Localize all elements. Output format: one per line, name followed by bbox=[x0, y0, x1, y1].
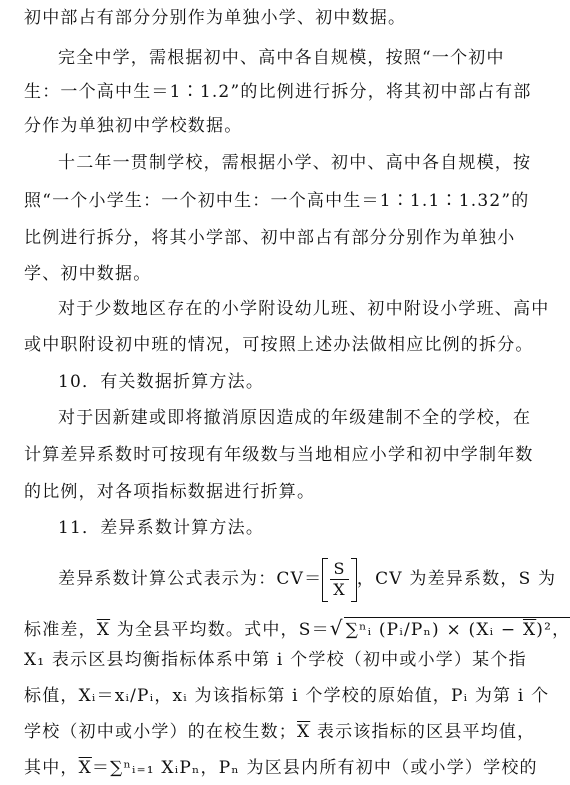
formula-intro: 差异系数计算公式表示为：CV＝ bbox=[58, 569, 323, 589]
formula-line bbox=[24, 552, 557, 606]
paragraph-line: 对于少数地区存在的小学附设幼儿班、初中附设小学班、高中 bbox=[58, 299, 550, 319]
cv-fraction bbox=[330, 559, 349, 600]
paragraph-line: 的比例，对各项指标数据进行折算。 bbox=[24, 482, 316, 502]
mean-formula: ＝∑ⁿᵢ₌₁ XᵢPₙ，Pₙ 为区县内所有初中（或小学）学校的 bbox=[91, 758, 538, 778]
formula-explain: ，CV 为差异系数，S 为 bbox=[356, 569, 557, 589]
paragraph-line: 十二年一贯制学校，需根据小学、初中、高中各自规模，按 bbox=[58, 153, 532, 173]
abs-bar-left bbox=[322, 558, 328, 602]
paragraph-line bbox=[24, 720, 536, 744]
section-heading: 11．差异系数计算方法。 bbox=[58, 518, 265, 538]
fraction-numerator: S bbox=[330, 559, 349, 580]
std-dev-formula: ∑ⁿᵢ (Pᵢ/Pₙ) × (Xᵢ − bbox=[345, 620, 517, 640]
xbar-symbol: $\overline{X}$ bbox=[78, 758, 92, 778]
paragraph-line: 完全中学，需根据初中、高中各自规模，按照“一个初中 bbox=[58, 48, 505, 68]
std-dev-line bbox=[24, 616, 570, 642]
sqrt-sign: √ bbox=[329, 616, 344, 640]
paragraph-line: 计算差异系数时可按现有年级数与当地相应小学和初中学制年数 bbox=[24, 445, 534, 465]
paragraph-line: X₁ 表示区县均衡指标体系中第 i 个学校（初中或小学）某个指 bbox=[24, 650, 527, 670]
paragraph-line: 或中职附设初中班的情况，可按照上述办法做相应比例的拆分。 bbox=[24, 335, 534, 355]
paragraph-line: 生：一个高中生＝1∶1.2”的比例进行拆分，将其初中部占有部 bbox=[24, 82, 532, 102]
text-segment: 表示该指标的区县平均值， bbox=[310, 722, 536, 742]
text-segment: 其中， bbox=[24, 758, 79, 778]
section-heading: 10．有关数据折算方法。 bbox=[58, 372, 265, 392]
fraction-denominator: X bbox=[333, 580, 346, 599]
xbar-symbol: $\overline{X}$ bbox=[297, 722, 311, 742]
std-dev-tail: )²， bbox=[536, 620, 570, 640]
paragraph-line: 学、初中数据。 bbox=[24, 264, 152, 284]
paragraph-line: 对于因新建或即将撤消原因造成的年级建制不全的学校，在 bbox=[58, 408, 532, 428]
paragraph-line bbox=[24, 756, 538, 780]
std-dev-mid: 为全县平均数。式中，S＝ bbox=[110, 620, 330, 640]
paragraph-line: 初中部占有部分分别作为单独小学、初中数据。 bbox=[24, 8, 407, 28]
xbar-symbol: $\overline{X}$ bbox=[96, 620, 111, 640]
text-segment: 学校（初中或小学）的在校生数； bbox=[24, 722, 297, 742]
std-dev-label: 标准差， bbox=[24, 620, 97, 640]
paragraph-line: 比例进行拆分，将其小学部、初中部占有部分分别作为单独小 bbox=[24, 228, 516, 248]
paragraph-line: 标值，Xᵢ＝xᵢ/Pᵢ，xᵢ 为该指标第 i 个学校的原始值，Pᵢ 为第 i 个 bbox=[24, 686, 550, 706]
paragraph-line: 照“一个小学生：一个初中生：一个高中生＝1∶1.1∶1.32”的 bbox=[24, 191, 530, 211]
paragraph-line: 分作为单独初中学校数据。 bbox=[24, 116, 243, 136]
xbar-symbol: $\overline{X}$ bbox=[522, 620, 537, 640]
